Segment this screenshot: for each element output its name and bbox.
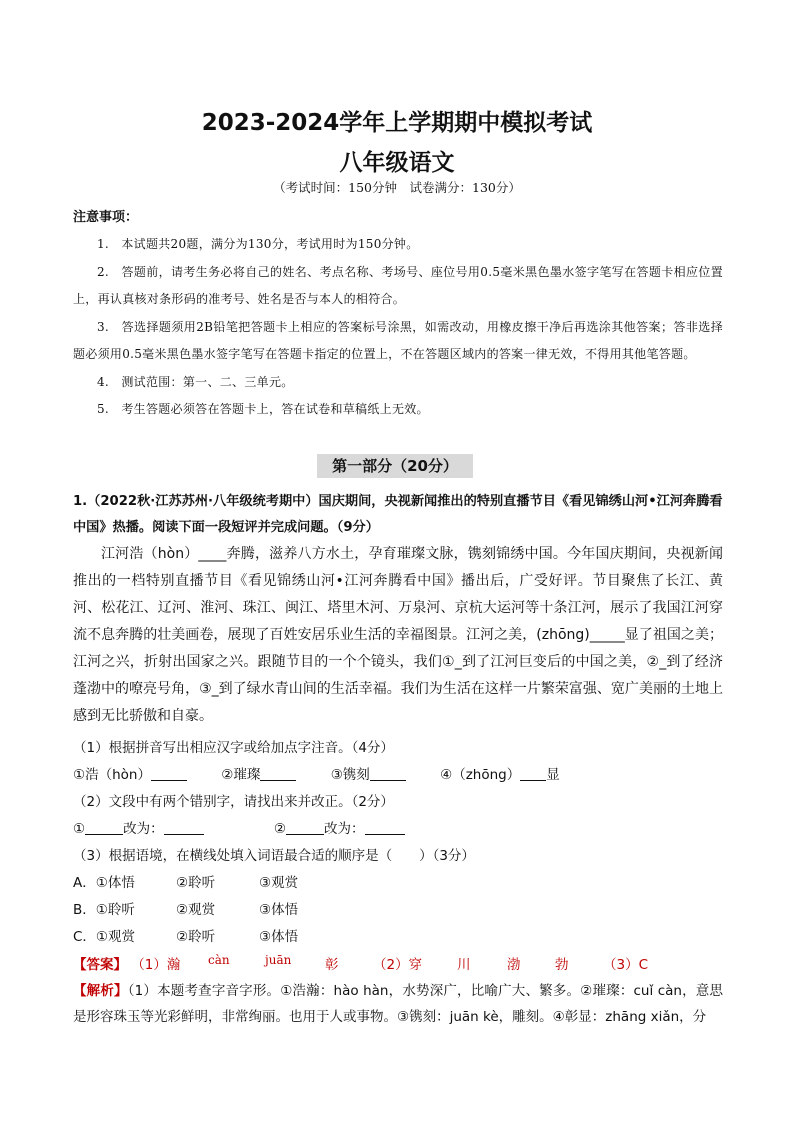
option-part: A．①体悟 <box>73 875 135 891</box>
option-part: ②观赏 <box>176 902 216 918</box>
blank-label: ① <box>73 821 86 837</box>
option-c[interactable] <box>73 925 299 945</box>
answer-part: juān <box>265 953 292 967</box>
answer-blank[interactable] <box>164 820 204 835</box>
answer-part: 勃 <box>555 957 569 973</box>
answer-part: 渤 <box>507 957 521 973</box>
question-1-intro: 1.（2022秋·江苏苏州·八年级统考期中）国庆期间，央视新闻推出的特别直播节目《看见锦绣山河•江河奔腾看中国》热播。阅读下面一段短评并完成问题。（9分） <box>73 494 723 535</box>
option-part: ③体悟 <box>259 902 299 918</box>
answer-part: càn <box>208 953 230 967</box>
blank-label: ①浩（hòn） <box>73 767 151 783</box>
option-part: ②聆听 <box>176 875 216 891</box>
sub-question-1: （1）根据拼音写出相应汉字或给加点字注音。（4分） <box>73 740 394 756</box>
answer-blank[interactable] <box>365 820 405 835</box>
option-part: ③体悟 <box>259 929 299 945</box>
analysis-block <box>73 978 723 1030</box>
passage-text: 江河浩（hòn）____奔腾，滋养八方水土，孕育璀璨文脉，镌刻锦绣中国。今年国庆期间，央视新闻推出的一档特别直播节目《看见锦绣山河•江河奔腾看中国》播出后，广受好评。节目聚焦了长江、黄河、松花江、辽河、淮河、珠江、闽江、塔里木河、万泉河、京杭大运河等十条江河，展示了我国江河穿流不息奔腾的壮美画卷，展现了百姓安居乐业生活的幸福图景。江河之美，(zhōng)_____显了祖国之美；江河之兴，折射出国家之兴。跟随节目的一个个镜头，我们①_到了江河巨变后的中国之美，②_到了经济蓬渤中的嘹亮号角，③_到了绿水青山间的生活幸福。我们为生活在这样一片繁荣富强、宽广美丽的土地上感到无比骄傲和自豪。 <box>73 546 723 724</box>
option-part: C．①观赏 <box>73 929 136 945</box>
sub-question-3: （3）根据语境，在横线处填入词语最合适的顺序是（ ）（3分） <box>73 848 475 864</box>
answer-part: （2）穿 <box>373 957 423 973</box>
blank-label: 改为： <box>324 821 365 837</box>
option-part: ②聆听 <box>176 929 216 945</box>
blank-label: ③镌刻 <box>330 767 370 783</box>
analysis-label: 【解析】 <box>73 983 128 999</box>
question-1-passage <box>73 541 723 730</box>
sub-question-2-blanks <box>73 817 405 837</box>
option-b[interactable] <box>73 898 299 918</box>
blank-label: ④（zhōng） <box>440 767 521 783</box>
option-a[interactable] <box>73 871 299 891</box>
notice-item: 1. 本试题共20题，满分为130分，考试用时为150分钟。 <box>97 237 419 251</box>
answer-part: （1）瀚 <box>131 957 181 973</box>
sub-question-2: （2）文段中有两个错别字，请找出来并改正。（2分） <box>73 794 394 810</box>
answer-part: （3）C <box>603 957 649 973</box>
option-part: B．①聆听 <box>73 902 135 918</box>
part-one-banner: 第一部分（20分） <box>317 454 473 478</box>
notice-item: 2. 答题前，请考生务必将自己的姓名、考点名称、考场号、座位号用0.5毫米黑色墨水签字笔写在答题卡相应位置上，再认真核对条形码的准考号、姓名是否与本人的相符合。 <box>73 264 723 306</box>
exam-info: （考试时间：150分钟 试卷满分：130分） <box>273 180 521 195</box>
sub-question-1-blanks <box>73 763 560 783</box>
option-part: ③观赏 <box>259 875 299 891</box>
blank-suffix: 显 <box>546 767 560 783</box>
notice-item: 4. 测试范围：第一、二、三单元。 <box>97 374 294 389</box>
answer-blank[interactable] <box>260 766 296 781</box>
answer-blank[interactable] <box>370 766 406 781</box>
answer-blank[interactable] <box>85 820 123 835</box>
notice-heading: 注意事项： <box>73 210 139 225</box>
exam-title: 2023-2024学年上学期期中模拟考试 <box>201 110 593 136</box>
blank-label: ② <box>273 821 287 837</box>
answer-part: 彰 <box>325 957 339 973</box>
analysis-text: （1）本题考查字音字形。①浩瀚：hào hàn，水势深广，比喻广大、繁多。②璀璨：cuǐ càn，意思是形容珠玉等光彩鲜明，非常绚丽。也用于人或事物。③镌刻：juān kè，雕刻。④彰显：zhāng xiǎn，分 <box>73 983 723 1025</box>
notice-list <box>73 231 723 424</box>
answer-blank[interactable] <box>286 820 324 835</box>
blank-label: 改为： <box>123 821 164 837</box>
answer-label: 【答案】 <box>73 957 127 973</box>
answer-blank[interactable] <box>151 766 187 781</box>
answer-part: 川 <box>457 957 471 973</box>
blank-label: ②璀璨 <box>221 767 261 783</box>
exam-subtitle: 八年级语文 <box>339 150 455 176</box>
answer-blank[interactable] <box>520 766 546 781</box>
notice-item: 5. 考生答题必须答在答题卡上，答在试卷和草稿纸上无效。 <box>97 402 429 416</box>
answer-line <box>73 953 649 973</box>
notice-item: 3. 答选择题须用2B铅笔把答题卡上相应的答案标号涂黑，如需改动，用橡皮擦干净后再选涂其他答案；答非选择题必须用0.5毫米黑色墨水签字笔写在答题卡指定的位置上，不在答题区域内的答案一律无效，不得用其他笔答题。 <box>73 319 723 361</box>
